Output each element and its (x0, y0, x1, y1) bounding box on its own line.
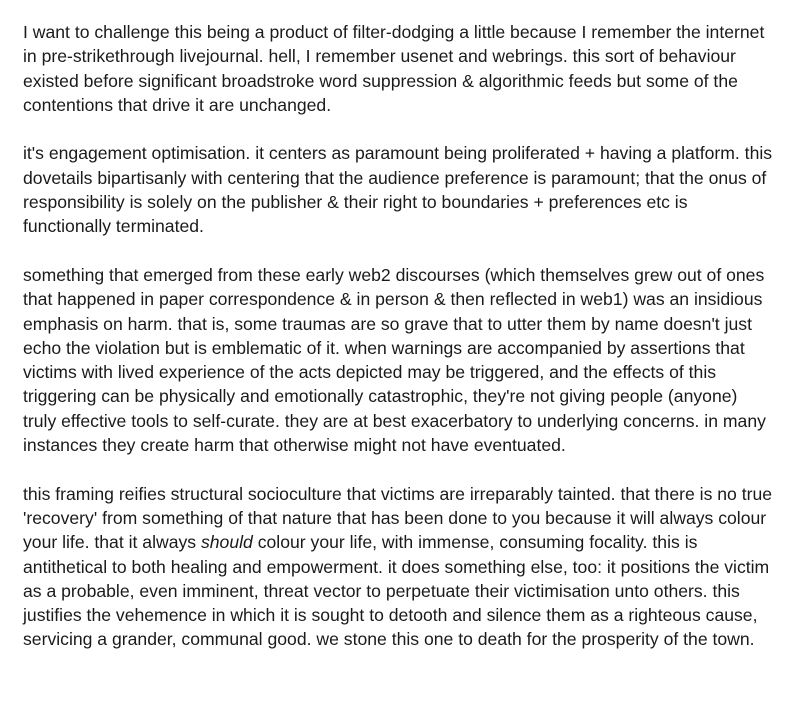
paragraph-4-text-before: this framing reifies structural socioculture that victims are irreparably tainted. that there is no true 'recovery' from something of that nature that has been done to you because it will always colour your life. that it always (23, 483, 773, 553)
paragraph-4-text-after: colour your life, with immense, consuming focality. this is antithetical to both healing and empowerment. it does something else, too: it positions the victim as a probable, even imminent, threat vector to perpetuate their victimisation unto others. this justifies the vehemence in which it is sought to detooth and silence them as a righteous cause, servicing a grander, communal good. we stone this one to death for the prosperity of the town. (23, 532, 770, 650)
paragraph-1: I want to challenge this being a product of filter-dodging a little because I remember the internet in pre-strikethrough livejournal. hell, I remember usenet and webrings. this sort of behaviour existed before significant broadstroke word suppression & algorithmic feeds but some of the contentions that drive it are unchanged. (23, 22, 765, 115)
paragraph-4-emphasis: should (200, 532, 253, 553)
paragraph-2: it's engagement optimisation. it centers as paramount being proliferated + having a platform. this dovetails bipartisanly with centering that the audience preference is paramount; that the onus of responsibility is solely on the publisher & their right to boundaries + preferences etc is functionally terminated. (23, 143, 773, 237)
paragraph-4 (23, 482, 775, 652)
paragraph-3: something that emerged from these early web2 discourses (which themselves grew out of ones that happened in paper correspondence & in person & then reflected in web1) was an insidious emphasis on harm. that is, some traumas are so grave that to utter them by name doesn't just echo the violation but is emblematic of it. when warnings are accompanied by assertions that victims with lived experience of the acts depicted may be triggered, and the effects of this triggering can be physically and emotionally catastrophic, they're not giving people (anyone) truly effective tools to self-curate. they are at best exacerbatory to underlying concerns. in many instances they create harm that otherwise might not have eventuated. (23, 264, 766, 456)
